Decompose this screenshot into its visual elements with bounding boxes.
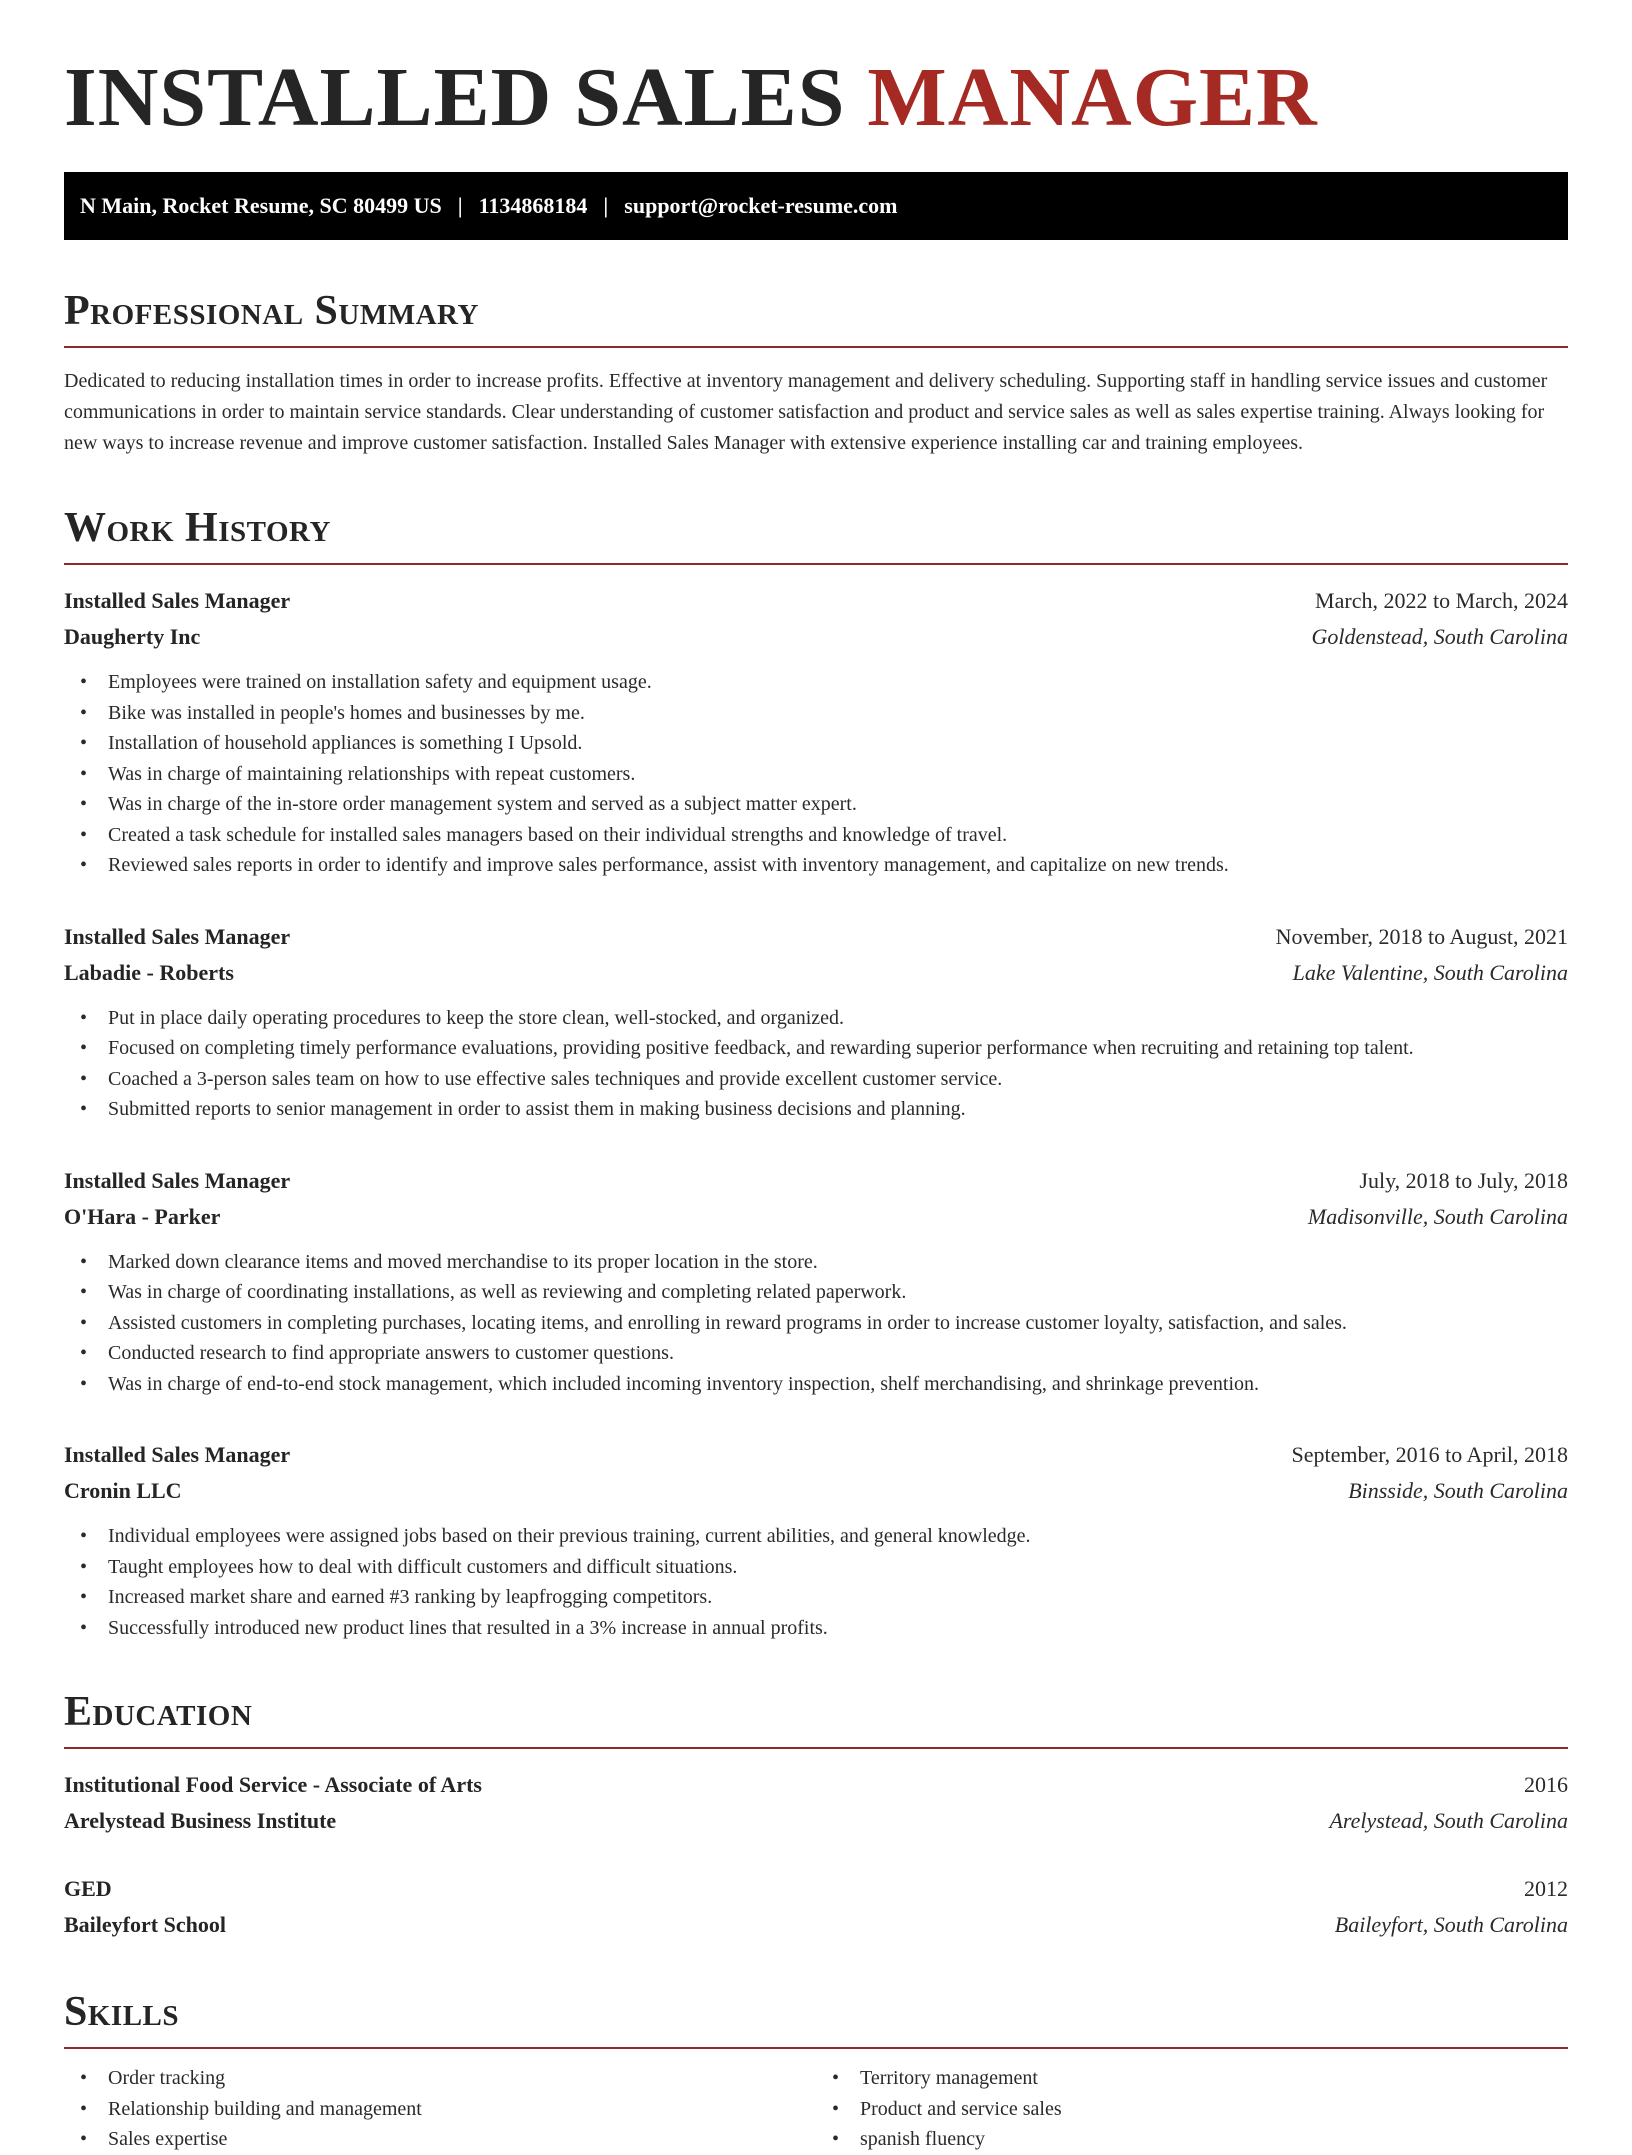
job-bullets xyxy=(64,1003,1568,1125)
list-item xyxy=(80,1308,1568,1339)
job-dates: November, 2018 to August, 2021 xyxy=(1275,923,1568,949)
bullet-marker: • xyxy=(80,732,88,754)
list-item-text: Successfully introduced new product lines that resulted in a 3% increase in annual profits. xyxy=(108,1616,828,1639)
work-history-section xyxy=(64,507,1568,1643)
skills-list-left xyxy=(64,2063,816,2155)
bullet-marker: • xyxy=(832,2128,840,2150)
bullet-marker: • xyxy=(80,1372,88,1395)
list-item-text: Was in charge of end-to-end stock management, which included incoming inventory inspection, shelf merchandising, and shrinkage prevention. xyxy=(108,1372,1260,1395)
contact-email: support@rocket-resume.com xyxy=(624,193,898,218)
list-item-text: spanish fluency xyxy=(860,2128,985,2150)
resume-page xyxy=(64,0,1568,2155)
list-item xyxy=(80,2124,816,2155)
job-location: Binsside, South Carolina xyxy=(1348,1478,1568,1503)
bullet-marker: • xyxy=(80,1525,88,1547)
list-item xyxy=(80,759,1568,790)
education-degree: Institutional Food Service - Associate of Arts xyxy=(64,1772,482,1797)
list-item-text: Focused on completing timely performance evaluations, providing positive feedback, and rewarding superior performance when recruiting and retaining top talent. xyxy=(108,1037,1414,1059)
job-location: Lake Valentine, South Carolina xyxy=(1292,959,1568,985)
education-heading: Education xyxy=(64,1689,253,1735)
list-item xyxy=(80,1033,1568,1064)
contact-separator: | xyxy=(603,193,609,218)
list-item-text: Taught employees how to deal with difficult customers and difficult situations. xyxy=(108,1555,738,1578)
job-company: Labadie - Roberts xyxy=(64,959,234,985)
list-item xyxy=(832,2063,1568,2094)
bullet-marker: • xyxy=(80,1342,88,1364)
list-item-text: Created a task schedule for installed sales managers based on their individual strengths and knowledge of travel. xyxy=(108,823,1008,846)
job-entry xyxy=(64,1437,1568,1643)
list-item xyxy=(80,667,1568,698)
job-dates: July, 2018 to July, 2018 xyxy=(1359,1167,1568,1193)
contact-separator: | xyxy=(457,193,463,218)
education-year: 2016 xyxy=(1524,1772,1568,1797)
list-item xyxy=(80,1582,1568,1613)
list-item xyxy=(80,1003,1568,1034)
list-item xyxy=(80,850,1568,881)
summary-text: Dedicated to reducing installation times in order to increase profits. Effective at inventory management and delivery scheduling. Supporting staff in handling service issues and customer communications in order to maintain service standards. Clear understanding of customer satisfaction and product and service sales as well as sales expertise training. Always looking for new ways to increase revenue and improve customer satisfaction. Installed Sales Manager with extensive experience installing car and training employees. xyxy=(64,370,1548,454)
job-entry xyxy=(64,919,1568,1125)
list-item-text: Increased market share and earned #3 ranking by leapfrogging competitors. xyxy=(108,1586,713,1608)
list-item xyxy=(832,2124,1568,2155)
job-title: Installed Sales Manager xyxy=(64,1167,291,1193)
job-company-row xyxy=(64,955,1568,991)
section-divider xyxy=(64,563,1568,565)
list-item-text: Assisted customers in completing purchases, locating items, and enrolling in reward programs in order to increase customer loyalty, satisfaction, and sales. xyxy=(108,1311,1347,1334)
bullet-marker: • xyxy=(832,2097,840,2120)
list-item-text: Territory management xyxy=(860,2067,1038,2089)
job-location: Madisonville, South Carolina xyxy=(1307,1203,1568,1229)
job-company: Cronin LLC xyxy=(64,1478,182,1503)
bullet-marker: • xyxy=(80,671,88,693)
list-item-text: Reviewed sales reports in order to identify and improve sales performance, assist with inventory management, and capitalize on new trends. xyxy=(108,854,1229,876)
education-location: Baileyfort, South Carolina xyxy=(1334,1912,1568,1937)
job-company: Daugherty Inc xyxy=(64,624,201,649)
bullet-marker: • xyxy=(80,1250,88,1273)
bullet-marker: • xyxy=(80,2097,88,2120)
list-item-text: Marked down clearance items and moved merchandise to its proper location in the store. xyxy=(108,1250,818,1273)
job-header-row xyxy=(64,1163,1568,1199)
bullet-marker: • xyxy=(80,823,88,846)
skills-heading: Skills xyxy=(64,1989,180,2035)
education-entry xyxy=(64,1871,1568,1943)
education-header-row xyxy=(64,1871,1568,1907)
list-item xyxy=(80,1369,1568,1400)
list-item xyxy=(80,1277,1568,1308)
list-item-text: Sales expertise xyxy=(108,2128,228,2150)
education-header-row xyxy=(64,1767,1568,1803)
list-item-text: Conducted research to find appropriate answers to customer questions. xyxy=(108,1342,674,1364)
contact-bar xyxy=(64,172,1568,240)
list-item xyxy=(80,2063,816,2094)
job-company: O'Hara - Parker xyxy=(64,1203,221,1229)
bullet-marker: • xyxy=(80,1616,88,1639)
job-entry xyxy=(64,1163,1568,1400)
list-item-text: Product and service sales xyxy=(860,2097,1062,2120)
list-item xyxy=(80,2094,816,2125)
job-title: Installed Sales Manager xyxy=(64,923,291,949)
bullet-marker: • xyxy=(80,2067,88,2089)
job-list xyxy=(64,583,1568,1643)
section-divider xyxy=(64,346,1568,348)
job-company-row xyxy=(64,1199,1568,1235)
list-item-text: Employees were trained on installation safety and equipment usage. xyxy=(108,671,652,693)
bullet-marker: • xyxy=(80,762,88,785)
bullet-marker: • xyxy=(80,1555,88,1578)
job-company-row xyxy=(64,619,1568,655)
list-item xyxy=(80,1064,1568,1095)
job-title: Installed Sales Manager xyxy=(64,588,291,613)
list-item xyxy=(80,728,1568,759)
bullet-marker: • xyxy=(80,1311,88,1334)
list-item-text: Was in charge of coordinating installations, as well as reviewing and completing related paperwork. xyxy=(108,1281,907,1303)
bullet-marker: • xyxy=(80,1098,88,1120)
list-item-text: Bike was installed in people's homes and businesses by me. xyxy=(108,701,585,724)
bullet-marker: • xyxy=(80,1067,88,1090)
skills-column-left xyxy=(64,2063,816,2155)
job-header-row xyxy=(64,919,1568,955)
education-degree: GED xyxy=(64,1876,112,1901)
list-item xyxy=(80,1521,1568,1552)
bullet-marker: • xyxy=(80,1037,88,1059)
skills-grid xyxy=(64,2063,1568,2155)
list-item xyxy=(80,1247,1568,1278)
section-divider xyxy=(64,1747,1568,1749)
list-item xyxy=(80,698,1568,729)
contact-phone: 1134868184 xyxy=(478,193,588,218)
job-company-row xyxy=(64,1473,1568,1509)
list-item xyxy=(80,1552,1568,1583)
job-header-row xyxy=(64,1437,1568,1473)
education-school: Baileyfort School xyxy=(64,1912,226,1937)
bullet-marker: • xyxy=(80,854,88,876)
list-item-text: Was in charge of the in-store order management system and served as a subject matter expert. xyxy=(108,793,857,815)
list-item xyxy=(80,789,1568,820)
bullet-marker: • xyxy=(80,701,88,724)
education-entry xyxy=(64,1767,1568,1839)
education-school-row xyxy=(64,1803,1568,1839)
bullet-marker: • xyxy=(80,1006,88,1029)
summary-section xyxy=(64,290,1568,459)
bullet-marker: • xyxy=(80,2128,88,2150)
list-item xyxy=(832,2094,1568,2125)
list-item-text: Submitted reports to senior management in order to assist them in making business decisions and planning. xyxy=(108,1098,966,1120)
list-item-text: Installation of household appliances is something I Upsold. xyxy=(108,732,583,754)
list-item-text: Individual employees were assigned jobs based on their previous training, current abilities, and general knowledge. xyxy=(108,1525,1031,1547)
list-item xyxy=(80,1094,1568,1125)
job-header-row xyxy=(64,583,1568,619)
education-school-row xyxy=(64,1907,1568,1943)
section-divider xyxy=(64,2047,1568,2049)
list-item xyxy=(80,1613,1568,1644)
list-item xyxy=(80,1338,1568,1369)
education-school: Arelystead Business Institute xyxy=(64,1808,337,1833)
summary-heading: Professional Summary xyxy=(64,288,479,334)
list-item-text: Was in charge of maintaining relationships with repeat customers. xyxy=(108,762,636,785)
job-title: Installed Sales Manager xyxy=(64,1442,291,1467)
work-history-heading: Work History xyxy=(64,505,331,551)
job-entry xyxy=(64,583,1568,881)
list-item-text: Relationship building and management xyxy=(108,2097,422,2120)
education-section xyxy=(64,1691,1568,1943)
skills-column-right xyxy=(816,2063,1568,2155)
bullet-marker: • xyxy=(832,2067,840,2089)
job-bullets xyxy=(64,1521,1568,1643)
job-bullets xyxy=(64,1247,1568,1400)
list-item xyxy=(80,820,1568,851)
contact-address: N Main, Rocket Resume, SC 80499 US xyxy=(80,193,442,218)
bullet-marker: • xyxy=(80,1281,88,1303)
job-bullets xyxy=(64,667,1568,881)
job-dates: March, 2022 to March, 2024 xyxy=(1315,588,1568,613)
list-item-text: Order tracking xyxy=(108,2067,226,2089)
job-dates: September, 2016 to April, 2018 xyxy=(1291,1442,1568,1467)
bullet-marker: • xyxy=(80,1586,88,1608)
resume-title xyxy=(64,51,1568,144)
list-item-text: Coached a 3-person sales team on how to use effective sales techniques and provide excellent customer service. xyxy=(108,1067,1003,1090)
skills-list-right xyxy=(816,2063,1568,2155)
job-location: Goldenstead, South Carolina xyxy=(1311,624,1568,649)
title-main: INSTALLED SALES xyxy=(64,51,846,144)
list-item-text: Put in place daily operating procedures to keep the store clean, well-stocked, and organized. xyxy=(108,1006,845,1029)
education-list xyxy=(64,1767,1568,1943)
education-year: 2012 xyxy=(1524,1876,1568,1901)
skills-section xyxy=(64,1991,1568,2155)
education-location: Arelystead, South Carolina xyxy=(1329,1808,1568,1833)
title-accent: MANAGER xyxy=(867,51,1318,144)
bullet-marker: • xyxy=(80,793,88,815)
